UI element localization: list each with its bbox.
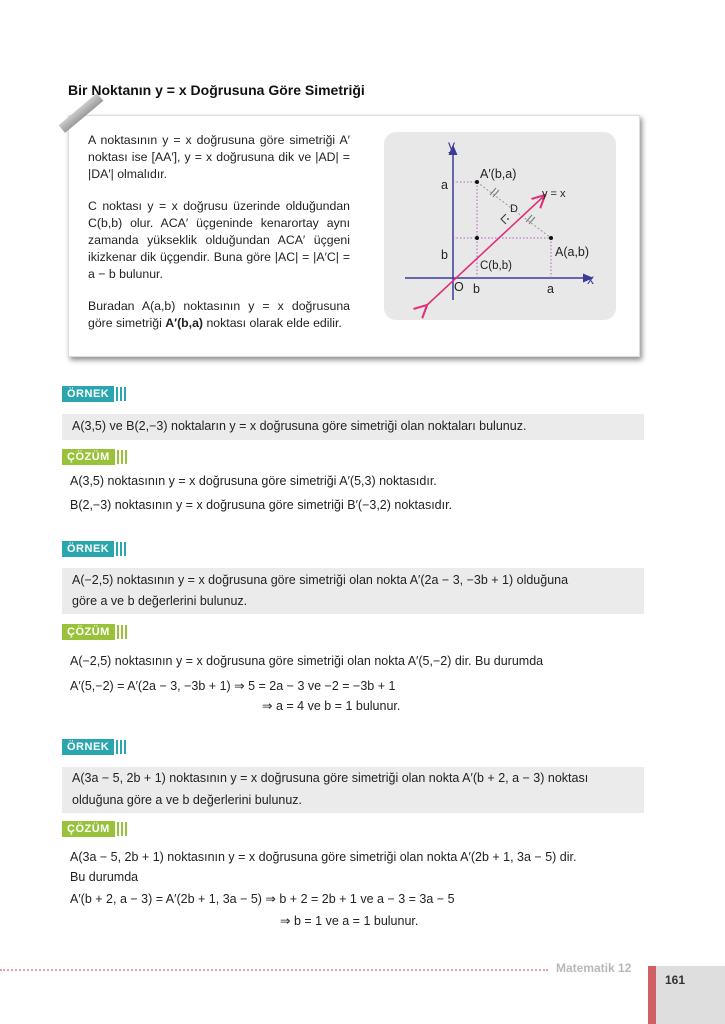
line-label: y = x xyxy=(542,188,566,200)
point-D: D xyxy=(510,203,518,215)
ornek-tag-1 xyxy=(62,386,126,402)
tick-a-x: a xyxy=(547,282,554,296)
question-text: A(3,5) ve B(2,−3) noktaların y = x doğrusuna göre simetriği olan noktaları bulunuz. xyxy=(72,419,527,433)
cozum-tag-2 xyxy=(62,624,127,640)
solution-line: ⇒ a = 4 ve b = 1 bulunur. xyxy=(262,699,401,713)
ornek-tag-2 xyxy=(62,541,126,557)
tick-b-y: b xyxy=(441,248,448,262)
coordinate-diagram xyxy=(384,132,616,320)
solution-line: A(−2,5) noktasının y = x doğrusuna göre simetriği olan nokta A′(5,−2) dir. Bu durumda xyxy=(70,654,544,668)
info-paragraph-2: C noktası y = x doğrusu üzerinde olduğundan C(b,b) olur. ACA′ üçgeninde kenarortay aynı zamanda yükseklik olduğundan ACA′ üçgeni ikizkenar dik üçgendir. Buna göre |AC| = |A′C| = a − b bulunur. xyxy=(88,199,350,281)
question-text: göre a ve b değerlerini bulunuz. xyxy=(72,594,248,608)
point-A-prime: A′(b,a) xyxy=(480,167,517,181)
section-title: Bir Noktanın y = x Doğrusuna Göre Simetriği xyxy=(68,82,365,98)
origin-label: O xyxy=(454,280,464,294)
question-text: olduğuna göre a ve b değerlerini bulunuz. xyxy=(72,793,303,807)
ornek-label: ÖRNEK xyxy=(62,386,114,402)
solution-line: A(3,5) noktasının y = x doğrusuna göre simetriği A′(5,3) noktasıdır. xyxy=(70,474,437,488)
solution-line: Bu durumda xyxy=(70,870,139,884)
cozum-label: ÇÖZÜM xyxy=(62,624,115,640)
cozum-tag-3 xyxy=(62,821,127,837)
question-text: A(3a − 5, 2b + 1) noktasının y = x doğrusuna göre simetriği olan nokta A′(b + 2, a − 3) noktası xyxy=(72,771,589,785)
ornek-label: ÖRNEK xyxy=(62,541,114,557)
ornek-tag-3 xyxy=(62,739,126,755)
x-axis-label: x xyxy=(587,271,594,287)
solution-line: ⇒ b = 1 ve a = 1 bulunur. xyxy=(280,914,419,928)
info-text xyxy=(88,132,350,348)
diagram-panel xyxy=(384,132,616,320)
tick-b-x: b xyxy=(473,282,480,296)
question-box-2 xyxy=(62,568,644,614)
ornek-label: ÖRNEK xyxy=(62,739,114,755)
info-p3-pre: Buradan A(a,b) noktasının y = x doğrusuna göre simetriği xyxy=(88,299,350,331)
point-A: A(a,b) xyxy=(555,245,590,259)
cozum-label: ÇÖZÜM xyxy=(62,449,115,465)
tick-a-y: a xyxy=(441,178,448,192)
info-paragraph-1: A noktasının y = x doğrusuna göre simetriği A′ noktası ise [AA′], y = x doğrusuna dik ve |AD| = |DA′| olmalıdır. xyxy=(88,133,350,181)
info-paragraph-3 xyxy=(88,298,350,332)
solution-line: B(2,−3) noktasının y = x doğrusuna göre simetriği B′(−3,2) noktasıdır. xyxy=(70,498,453,512)
question-box-1 xyxy=(62,414,644,440)
question-text: A(−2,5) noktasının y = x doğrusuna göre simetriği olan nokta A′(2a − 3, −3b + 1) olduğuna xyxy=(72,573,569,587)
solution-line: A′(5,−2) = A′(2a − 3, −3b + 1) ⇒ 5 = 2a − 3 ve −2 = −3b + 1 xyxy=(70,679,396,693)
cozum-label: ÇÖZÜM xyxy=(62,821,115,837)
solution-line: A(3a − 5, 2b + 1) noktasının y = x doğrusuna göre simetriği olan nokta A′(2b + 1, 3a − 5) dir. xyxy=(70,850,577,864)
info-p3-bold: A′(b,a) xyxy=(165,316,204,331)
footer-accent-bar xyxy=(648,966,656,1024)
footer-dotted-line xyxy=(0,969,548,971)
solution-line: A′(b + 2, a − 3) = A′(2b + 1, 3a − 5) ⇒ b + 2 = 2b + 1 ve a − 3 = 3a − 5 xyxy=(70,892,455,906)
page-number: 161 xyxy=(665,973,686,987)
question-box-3 xyxy=(62,767,644,813)
footer-book-title: Matematik 12 xyxy=(556,961,632,975)
y-axis-label: y xyxy=(448,137,455,153)
info-p3-post: noktası olarak elde edilir. xyxy=(203,316,342,331)
cozum-tag-1 xyxy=(62,449,127,465)
point-C: C(b,b) xyxy=(480,260,512,272)
